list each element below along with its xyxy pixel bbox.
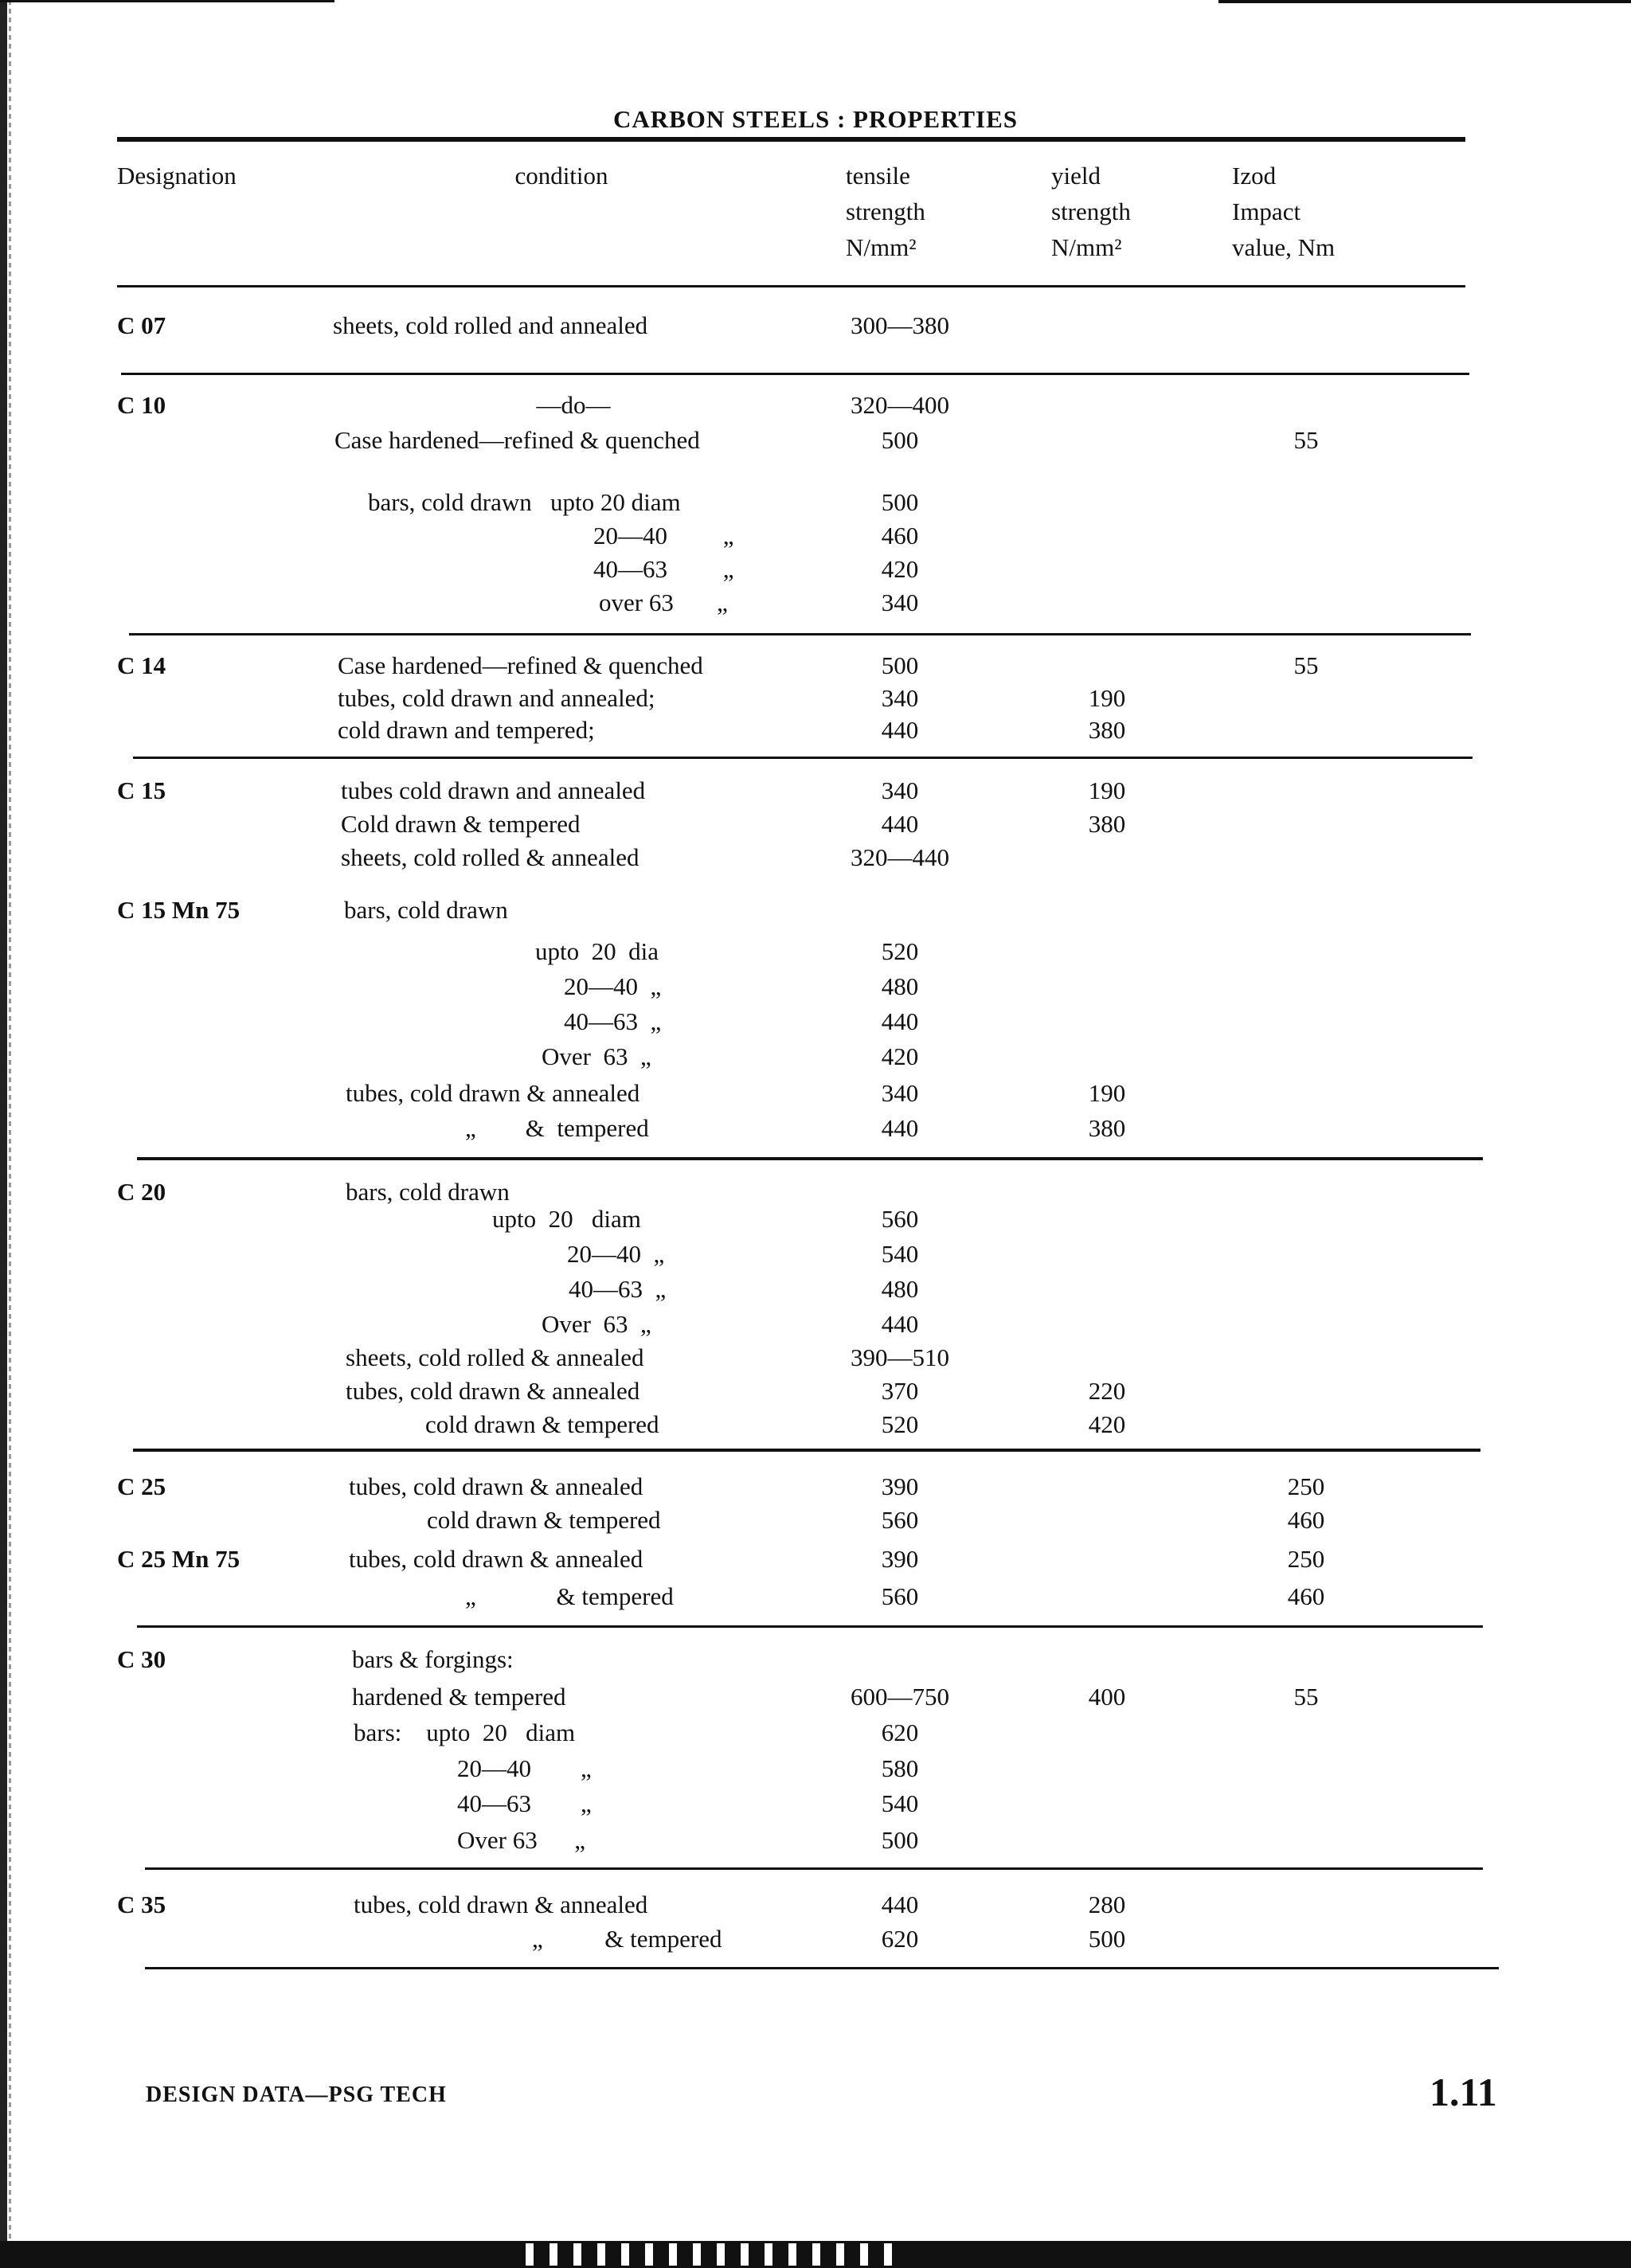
title-rule [117,137,1465,142]
condition-cell: cold drawn & tempered [427,1506,661,1534]
tensile-cell: 540 [881,1789,919,1817]
condition-cell: bars, cold drawn upto 20 diam [368,488,681,516]
tensile-cell: 340 [881,1079,919,1107]
tensile-cell: 480 [881,972,919,1000]
tensile-cell: 390—510 [851,1343,949,1371]
tensile-cell: 320—400 [851,391,949,419]
tensile-cell: 520 [881,937,919,965]
condition-cell: 40—63 „ [593,555,734,583]
yield-cell: 380 [1088,1114,1126,1142]
yield-cell: 190 [1088,684,1126,712]
tensile-cell: 440 [881,1310,919,1338]
tensile-cell: 440 [881,716,919,744]
condition-cell: cold drawn & tempered [425,1410,659,1438]
condition-cell: hardened & tempered [352,1683,566,1711]
condition-cell: bars: upto 20 diam [354,1719,576,1746]
condition-cell: 40—63 „ [457,1789,592,1817]
header-yield-line3: N/mm² [1051,233,1122,261]
header-tensile-line3: N/mm² [846,233,917,261]
tensile-cell: 620 [881,1719,919,1746]
tensile-cell: 440 [881,1891,919,1918]
header-izod-line3: value, Nm [1232,233,1336,261]
tensile-cell: 500 [881,651,919,679]
izod-cell: 55 [1293,651,1319,679]
tensile-cell: 500 [881,426,919,454]
header-condition: condition [514,162,608,190]
tensile-cell: 300—380 [851,311,949,339]
yield-cell: 190 [1088,776,1126,804]
group-rule [137,1625,1483,1628]
condition-cell: 20—40 „ [564,972,662,1000]
tensile-cell: 440 [881,810,919,838]
tensile-cell: 440 [881,1114,919,1142]
tensile-cell: 340 [881,684,919,712]
condition-cell: 20—40 „ [593,522,734,549]
condition-cell: 40—63 „ [569,1275,667,1303]
tensile-cell: 620 [881,1925,919,1953]
header-yield-line1: yield [1051,162,1101,190]
condition-cell: tubes, cold drawn & annealed [349,1472,643,1500]
yield-cell: 190 [1088,1079,1126,1107]
condition-cell: tubes, cold drawn and annealed; [338,684,655,712]
condition-cell: tubes, cold drawn & annealed [346,1079,640,1107]
tensile-cell: 500 [881,488,919,516]
yield-cell: 380 [1088,810,1126,838]
condition-cell: 40—63 „ [564,1007,662,1035]
scan-barcode [526,2243,908,2266]
izod-cell: 55 [1293,1683,1319,1711]
izod-cell: 460 [1287,1582,1325,1610]
scan-top-left-rule [0,0,334,2]
tensile-cell: 540 [881,1240,919,1268]
tensile-cell: 600—750 [851,1683,949,1711]
header-designation: Designation [117,162,237,190]
condition-cell: Case hardened—refined & quenched [338,651,703,679]
group-rule [133,1449,1480,1452]
condition-cell: „ & tempered [532,1925,722,1953]
condition-cell: sheets, cold rolled and annealed [333,311,648,339]
scan-top-right-rule [1218,0,1631,3]
tensile-cell: 370 [881,1377,919,1405]
header-izod [1232,158,1335,265]
condition-cell: tubes cold drawn and annealed [341,776,646,804]
group-rule [129,633,1471,635]
condition-cell: Over 63 „ [542,1042,651,1070]
condition-cell: bars, cold drawn [346,1178,510,1206]
tensile-cell: 560 [881,1582,919,1610]
condition-cell: Over 63 „ [457,1826,585,1854]
yield-cell: 380 [1088,716,1126,744]
header-izod-line1: Izod [1232,162,1277,190]
tensile-cell: 390 [881,1545,919,1573]
tensile-cell: 340 [881,776,919,804]
designation-cell: C 15 Mn 75 [117,896,241,924]
yield-cell: 400 [1088,1683,1126,1711]
header-tensile-line1: tensile [846,162,910,190]
izod-cell: 55 [1293,426,1319,454]
condition-cell: upto 20 dia [535,937,659,965]
yield-cell: 220 [1088,1377,1126,1405]
scan-edge-speckle [9,0,11,2268]
designation-cell: C 30 [117,1645,166,1673]
condition-cell: bars, cold drawn [344,896,508,924]
condition-cell: cold drawn and tempered; [338,716,595,744]
group-rule [145,1867,1483,1870]
tensile-cell: 460 [881,522,919,549]
tensile-cell: 560 [881,1506,919,1534]
designation-cell: C 25 Mn 75 [117,1545,241,1573]
designation-cell: C 25 [117,1472,166,1500]
header-tensile-line2: strength [846,197,925,225]
tensile-cell: 580 [881,1754,919,1782]
designation-cell: C 10 [117,391,166,419]
condition-cell: tubes, cold drawn & annealed [349,1545,643,1573]
tensile-cell: 320—440 [851,843,949,871]
tensile-cell: 420 [881,1042,919,1070]
table-bottom-rule [145,1967,1499,1969]
tensile-cell: 500 [881,1826,919,1854]
izod-cell: 250 [1287,1545,1325,1573]
tensile-cell: 560 [881,1205,919,1233]
designation-cell: C 07 [117,311,166,339]
izod-cell: 250 [1287,1472,1325,1500]
header-izod-line2: Impact [1232,197,1301,225]
yield-cell: 420 [1088,1410,1126,1438]
condition-cell: „ & tempered [465,1582,674,1610]
scan-edge [0,0,7,2268]
condition-cell: 20—40 „ [567,1240,665,1268]
footer-publication: DESIGN DATA—PSG TECH [146,2082,447,2107]
condition-cell: Over 63 „ [542,1310,651,1338]
designation-cell: C 15 [117,776,166,804]
yield-cell: 500 [1088,1925,1126,1953]
tensile-cell: 340 [881,589,919,616]
group-rule [121,373,1469,375]
condition-cell: 20—40 „ [457,1754,592,1782]
group-rule [133,757,1473,759]
designation-cell: C 20 [117,1178,166,1206]
condition-cell: upto 20 diam [492,1205,641,1233]
condition-cell: bars & forgings: [352,1645,514,1673]
designation-cell: C 35 [117,1891,166,1918]
yield-cell: 280 [1088,1891,1126,1918]
group-rule [137,1157,1483,1160]
condition-cell: sheets, cold rolled & annealed [341,843,639,871]
izod-cell: 460 [1287,1506,1325,1534]
condition-cell: Case hardened—refined & quenched [334,426,700,454]
condition-cell: sheets, cold rolled & annealed [346,1343,644,1371]
header-yield-line2: strength [1051,197,1131,225]
condition-cell: —do— [536,391,611,419]
condition-cell: tubes, cold drawn & annealed [346,1377,640,1405]
condition-cell: over 63 „ [599,589,728,616]
condition-cell: Cold drawn & tempered [341,810,581,838]
condition-cell: „ & tempered [465,1114,649,1142]
tensile-cell: 480 [881,1275,919,1303]
header-yield [1051,158,1131,265]
tensile-cell: 420 [881,555,919,583]
condition-cell: tubes, cold drawn & annealed [354,1891,648,1918]
tensile-cell: 390 [881,1472,919,1500]
header-tensile [846,158,925,265]
page-title: CARBON STEELS : PROPERTIES [612,105,1019,133]
page-number: 1.11 [1430,2070,1497,2114]
designation-cell: C 14 [117,651,166,679]
tensile-cell: 440 [881,1007,919,1035]
header-rule [117,285,1465,287]
tensile-cell: 520 [881,1410,919,1438]
